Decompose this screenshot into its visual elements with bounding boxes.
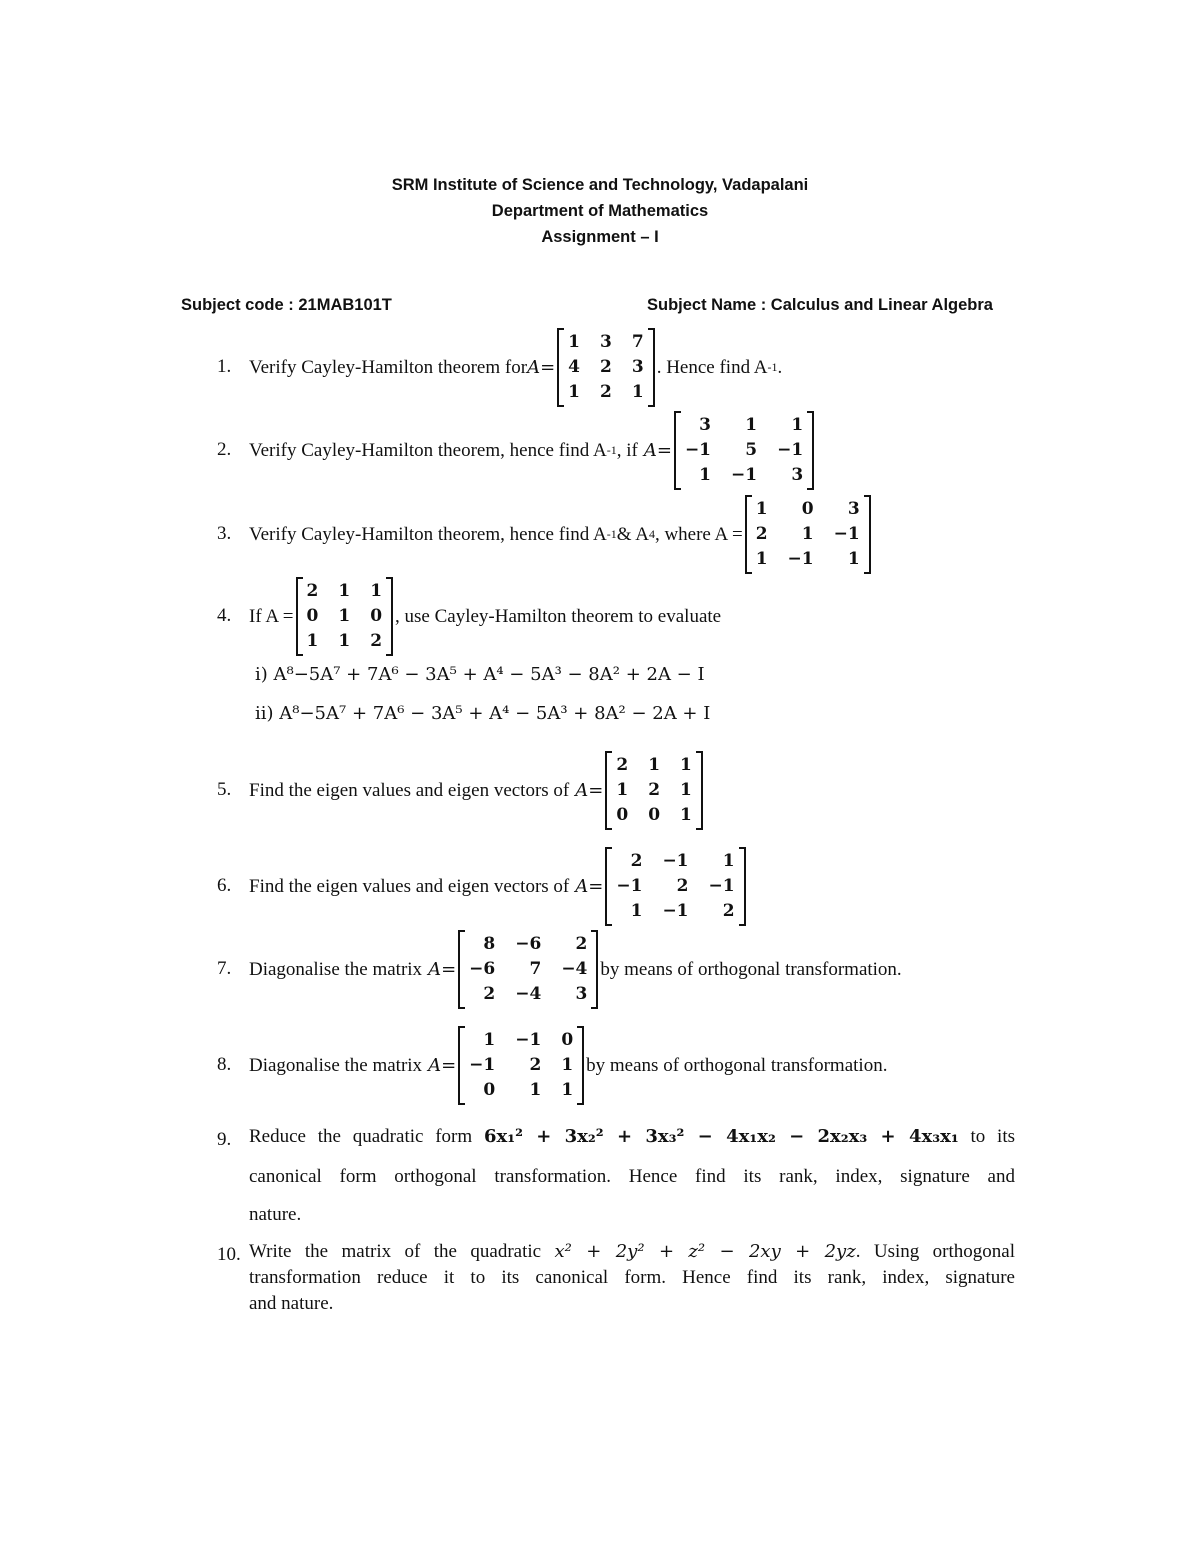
equals-sign: = — [441, 958, 457, 980]
matrix-entry: −1 — [708, 875, 735, 896]
matrix-cells — [564, 328, 648, 407]
question-text: Verify Cayley-Hamilton theorem, hence find A — [249, 523, 607, 545]
subject-code: Subject code : 21MAB101T — [181, 296, 392, 314]
matrix-entry: 3 — [791, 464, 804, 485]
matrix-entry: 2 — [483, 983, 496, 1004]
quadratic-form: x² + 2y² + z² − 2xy + 2yz — [554, 1241, 856, 1262]
matrix-entry: 2 — [676, 875, 689, 896]
question-9-line-2: canonical form orthogonal transformation. Hence find its rank, index, signature and — [249, 1166, 1015, 1187]
question-text: Find the eigen values and eigen vectors of — [249, 875, 570, 897]
matrix-q7 — [458, 930, 598, 1009]
equals-sign: = — [656, 439, 672, 461]
matrix-cells — [612, 847, 738, 926]
matrix-entry: 7 — [529, 958, 542, 979]
left-bracket — [458, 1026, 465, 1105]
matrix-q3 — [745, 495, 871, 574]
matrix-entry: 1 — [370, 580, 383, 601]
matrix-entry: 2 — [722, 900, 735, 921]
equals-sign: = — [441, 1054, 457, 1076]
matrix-entry: −1 — [616, 875, 643, 896]
matrix-entry: 0 — [561, 1029, 574, 1050]
matrix-entry: 7 — [631, 331, 644, 352]
matrix-entry: 1 — [630, 900, 643, 921]
right-bracket — [386, 577, 393, 656]
matrix-variable: A — [527, 356, 541, 378]
question-text: Write the matrix of the quadratic — [249, 1241, 542, 1262]
question-text: Find the eigen values and eigen vectors of — [249, 779, 570, 801]
institute-title: SRM Institute of Science and Technology, Vadapalani — [391, 176, 809, 194]
matrix-cells — [465, 1026, 577, 1105]
question-number: 4. — [217, 605, 232, 626]
matrix-cells — [303, 577, 387, 656]
right-bracket — [739, 847, 746, 926]
question-number: 6. — [217, 875, 232, 896]
matrix-entry: 2 — [630, 850, 643, 871]
matrix-entry: 2 — [600, 381, 612, 402]
question-10-line-1 — [249, 1241, 1015, 1263]
superscript: -1 — [767, 359, 778, 374]
equals-sign: = — [588, 779, 604, 801]
question-8 — [217, 1027, 1020, 1103]
matrix-variable: A — [575, 875, 589, 897]
matrix-entry: 1 — [680, 804, 692, 825]
question-text-post: . Hence find A — [656, 356, 768, 378]
question-7 — [217, 931, 1020, 1007]
matrix-cells — [612, 751, 696, 830]
question-text-tail: , where A = — [654, 523, 743, 545]
question-text-mid: , if — [616, 439, 638, 461]
question-3 — [217, 496, 1020, 572]
matrix-entry: 1 — [306, 630, 319, 651]
matrix-entry: 3 — [575, 983, 588, 1004]
matrix-entry: 0 — [306, 605, 319, 626]
matrix-entry: 1 — [680, 779, 692, 800]
sub-question-i: i) A⁸−5A⁷ + 7A⁶ − 3A⁵ + A⁴ − 5A³ − 8A² + 2A − I — [255, 664, 705, 685]
matrix-entry: 0 — [483, 1079, 496, 1100]
matrix-entry: −6 — [469, 958, 496, 979]
matrix-entry: 1 — [338, 630, 351, 651]
matrix-entry: 0 — [370, 605, 383, 626]
matrix-q1 — [557, 328, 655, 407]
matrix-entry: 1 — [338, 605, 351, 626]
question-text-mid: & A — [616, 523, 649, 545]
question-text: Diagonalise the matrix — [249, 1054, 423, 1076]
question-text: Diagonalise the matrix — [249, 958, 423, 980]
matrix-entry: −1 — [684, 439, 712, 460]
matrix-entry: 1 — [568, 381, 580, 402]
matrix-entry: −1 — [833, 523, 860, 544]
left-bracket — [296, 577, 303, 656]
question-text-post: by means of orthogonal transformation. — [600, 958, 902, 980]
matrix-q6 — [605, 847, 745, 926]
question-1 — [217, 329, 1020, 405]
matrix-entry: −1 — [469, 1054, 496, 1075]
department-title: Department of Mathematics — [491, 202, 709, 220]
matrix-entry: −1 — [777, 439, 804, 460]
right-bracket — [807, 411, 814, 490]
question-5 — [217, 752, 1020, 828]
matrix-entry: −1 — [731, 464, 758, 485]
matrix-entry: 1 — [483, 1029, 496, 1050]
question-text-post: . Using orthogonal — [855, 1241, 1015, 1262]
matrix-entry: 2 — [600, 356, 612, 377]
superscript: 4 — [648, 526, 655, 541]
question-number: 7. — [217, 958, 232, 979]
matrix-entry: −6 — [515, 933, 542, 954]
question-text-post: , use Cayley-Hamilton theorem to evaluate — [395, 605, 722, 627]
question-text-post: by means of orthogonal transformation. — [586, 1054, 888, 1076]
left-bracket — [605, 751, 612, 830]
matrix-entry: 3 — [600, 331, 612, 352]
matrix-entry: 2 — [755, 523, 768, 544]
matrix-entry: 1 — [699, 464, 712, 485]
matrix-entry: −1 — [662, 900, 689, 921]
left-bracket — [557, 328, 564, 407]
matrix-entry: 3 — [631, 356, 644, 377]
matrix-variable: A — [428, 1054, 442, 1076]
question-number: 2. — [217, 439, 232, 460]
matrix-entry: 1 — [745, 414, 758, 435]
question-text: Verify Cayley-Hamilton theorem for — [249, 356, 528, 378]
question-number: 1. — [217, 356, 232, 377]
matrix-entry: 1 — [561, 1079, 574, 1100]
assignment-title: Assignment – I — [541, 228, 659, 246]
question-10-line-2: transformation reduce it to its canonical form. Hence find its rank, index, signature — [249, 1267, 1015, 1288]
matrix-entry: 1 — [755, 498, 768, 519]
matrix-entry: 2 — [648, 779, 661, 800]
matrix-entry: 8 — [483, 933, 496, 954]
matrix-entry: 1 — [791, 414, 804, 435]
matrix-entry: 4 — [568, 356, 580, 377]
question-text-post: to its — [970, 1126, 1016, 1147]
question-6 — [217, 848, 1020, 924]
matrix-entry: 1 — [568, 331, 580, 352]
question-4 — [217, 578, 1020, 654]
period: . — [777, 356, 783, 378]
matrix-entry: 1 — [847, 548, 860, 569]
matrix-entry: 1 — [561, 1054, 574, 1075]
question-text: Verify Cayley-Hamilton theorem, hence find A — [249, 439, 607, 461]
matrix-entry: 1 — [722, 850, 735, 871]
left-bracket — [674, 411, 681, 490]
question-10-number: 10. — [217, 1244, 241, 1265]
matrix-entry: 1 — [616, 779, 629, 800]
matrix-cells — [681, 411, 807, 490]
matrix-variable: A — [643, 439, 657, 461]
question-2 — [217, 412, 1020, 488]
matrix-cells — [752, 495, 864, 574]
matrix-q4 — [296, 577, 394, 656]
matrix-entry: −4 — [561, 958, 588, 979]
right-bracket — [577, 1026, 584, 1105]
question-9-number: 9. — [217, 1129, 232, 1150]
matrix-entry: 0 — [801, 498, 814, 519]
left-bracket — [458, 930, 465, 1009]
matrix-entry: 2 — [370, 630, 383, 651]
matrix-entry: 1 — [648, 754, 661, 775]
equals-sign: = — [588, 875, 604, 897]
matrix-q2 — [674, 411, 814, 490]
matrix-entry: 0 — [648, 804, 661, 825]
matrix-entry: 3 — [699, 414, 712, 435]
matrix-entry: 1 — [680, 754, 692, 775]
question-9-line-3: nature. — [249, 1204, 302, 1225]
question-text: If A = — [249, 605, 294, 627]
matrix-cells — [465, 930, 591, 1009]
matrix-entry: 0 — [616, 804, 629, 825]
matrix-q5 — [605, 751, 703, 830]
matrix-entry: −4 — [515, 983, 542, 1004]
matrix-entry: 1 — [338, 580, 351, 601]
matrix-entry: 2 — [575, 933, 588, 954]
matrix-entry: 2 — [306, 580, 319, 601]
matrix-entry: 2 — [616, 754, 629, 775]
question-number: 3. — [217, 523, 232, 544]
right-bracket — [648, 328, 655, 407]
right-bracket — [864, 495, 871, 574]
subject-name: Subject Name : Calculus and Linear Algebra — [647, 296, 993, 314]
matrix-entry: 1 — [755, 548, 768, 569]
sub-question-ii: ii) A⁸−5A⁷ + 7A⁶ − 3A⁵ + A⁴ − 5A³ + 8A² − 2A + I — [255, 703, 711, 724]
matrix-entry: −1 — [662, 850, 689, 871]
superscript: -1 — [606, 442, 617, 457]
matrix-entry: −1 — [515, 1029, 542, 1050]
matrix-entry: 1 — [801, 523, 814, 544]
question-10-line-3: and nature. — [249, 1293, 334, 1314]
left-bracket — [605, 847, 612, 926]
equals-sign: = — [540, 356, 556, 378]
matrix-entry: 2 — [529, 1054, 542, 1075]
matrix-entry: 1 — [529, 1079, 542, 1100]
left-bracket — [745, 495, 752, 574]
matrix-entry: 1 — [631, 381, 644, 402]
matrix-q8 — [458, 1026, 584, 1105]
quadratic-form: 6x₁² + 3x₂² + 3x₃² − 4x₁x₂ − 2x₂x₃ + 4x₃x₁ — [483, 1126, 959, 1147]
right-bracket — [696, 751, 703, 830]
right-bracket — [591, 930, 598, 1009]
question-text: Reduce the quadratic form — [249, 1126, 473, 1147]
question-9-line-1 — [249, 1126, 1015, 1148]
superscript: -1 — [606, 526, 617, 541]
matrix-variable: A — [575, 779, 589, 801]
matrix-entry: 5 — [745, 439, 758, 460]
question-number: 5. — [217, 779, 232, 800]
question-number: 8. — [217, 1054, 232, 1075]
matrix-entry: −1 — [787, 548, 814, 569]
matrix-entry: 3 — [847, 498, 860, 519]
matrix-variable: A — [428, 958, 442, 980]
